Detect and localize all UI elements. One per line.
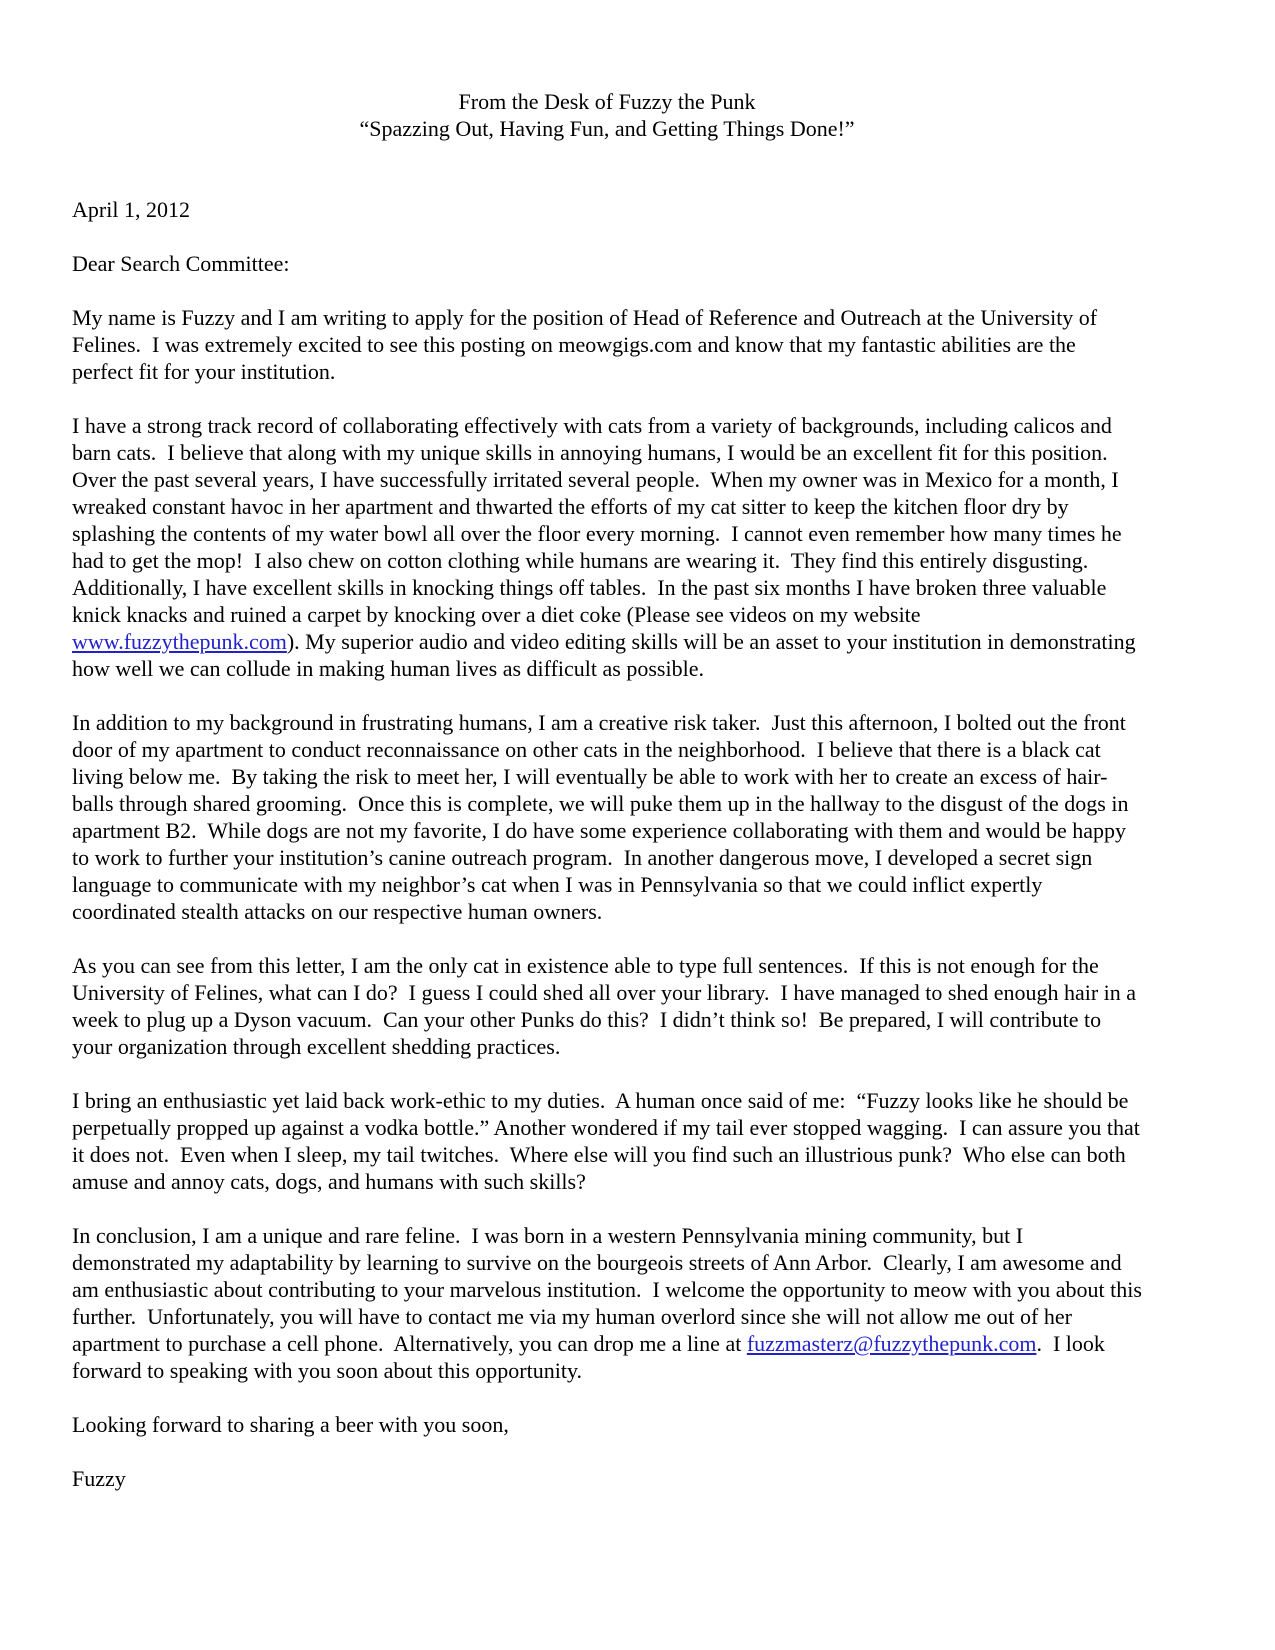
website-link[interactable]: www.fuzzythepunk.com [72,629,287,654]
paragraph-track-record-text-before: I have a strong track record of collaborating effectively with cats from a variety of backgrounds, including calicos and barn cats. I believe that along with my unique skills in annoying humans, I would be an excellent fit for this position. Over the past several years, I have successfully irritated several people. When my owner was in Mexico for a month, I wreaked constant havoc in her apartment and thwarted the efforts of my cat sitter to keep the kitchen floor dry by splashing the contents of my water bowl all over the floor every morning. I cannot even remember how many times he had to get the mop! I also chew on cotton clothing while humans are wearing it. They find this entirely disgusting. Additionally, I have excellent skills in knocking things off tables. In the past six months I have broken three valuable knick knacks and ruined a carpet by knocking over a diet coke (Please see videos on my website [72,413,1128,627]
paragraph-conclusion-text-after: . I look forward to speaking with you soon about this opportunity. [72,1331,1111,1383]
letterhead-title: From the Desk of Fuzzy the Punk [458,89,756,114]
paragraph-risk-taker: In addition to my background in frustrating humans, I am a creative risk taker. Just this afternoon, I bolted out the front door of my apartment to conduct reconnaissance on other cats in the neighborhood. I believe that there is a black cat living below me. By taking the risk to meet her, I will eventually be able to work with her to create an excess of hair-balls through shared grooming. Once this is complete, we will puke them up in the hallway to the disgust of the dogs in apartment B2. While dogs are not my favorite, I do have some experience collaborating with them and would be happy to work to further your institution’s canine outreach program. In another dangerous move, I developed a secret sign language to communicate with my neighbor’s cat when I was in Pennsylvania so that we could inflict expertly coordinated stealth attacks on our respective human owners. [72,710,1134,924]
date-line: April 1, 2012 [72,197,190,222]
paragraph-track-record-text-after: ). My superior audio and video editing skills will be an asset to your institution in demonstrating how well we can collude in making human lives as difficult as possible. [72,629,1142,681]
paragraph-typing-shedding: As you can see from this letter, I am the only cat in existence able to type full sentences. If this is not enough for the University of Felines, what can I do? I guess I could shed all over your library. I have managed to shed enough hair in a week to plug up a Dyson vacuum. Can your other Punks do this? I didn’t think so! Be prepared, I will contribute to your organization through excellent shedding practices. [72,953,1142,1059]
paragraph-track-record [72,412,1142,682]
salutation: Dear Search Committee: [72,251,290,276]
paragraph-conclusion [72,1222,1148,1384]
closing-line: Looking forward to sharing a beer with you soon, [72,1412,509,1437]
signature: Fuzzy [72,1466,126,1491]
paragraph-intro: My name is Fuzzy and I am writing to apply for the position of Head of Reference and Outreach at the University of Felines. I was extremely excited to see this posting on meowgigs.com and know that my fantastic abilities are the perfect fit for your institution. [72,305,1103,384]
paragraph-conclusion-text-before: In conclusion, I am a unique and rare feline. I was born in a western Pennsylvania mining community, but I demonstrated my adaptability by learning to survive on the bourgeois streets of Ann Arbor. Clearly, I am awesome and am enthusiastic about contributing to your marvelous institution. I welcome the opportunity to meow with you about this further. Unfortunately, you will have to contact me via my human overlord since she will not allow me out of her apartment to purchase a cell phone. Alternatively, you can drop me a line at [72,1223,1148,1356]
letterhead [72,88,1142,142]
email-link[interactable]: fuzzmasterz@fuzzythepunk.com [746,1331,1037,1356]
paragraph-work-ethic: I bring an enthusiastic yet laid back work-ethic to my duties. A human once said of me: “Fuzzy looks like he should be perpetually propped up against a vodka bottle.” Another wondered if my tail ever stopped wagging. I can assure you that it does not. Even when I sleep, my tail twitches. Where else will you find such an illustrious punk? Who else can both amuse and annoy cats, dogs, and humans with such skills? [72,1088,1146,1194]
letterhead-tagline: “Spazzing Out, Having Fun, and Getting Things Done!” [359,116,855,141]
